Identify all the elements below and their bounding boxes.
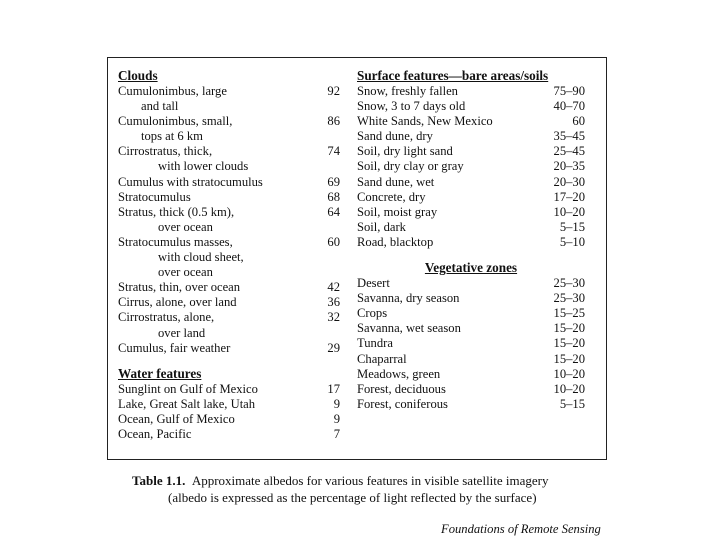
albedo-value: 25–30 (553, 276, 585, 291)
feature-name: Soil, dry light sand (357, 144, 453, 159)
feature-name: Soil, dark (357, 219, 406, 234)
surface-row (357, 205, 585, 220)
albedo-value: 10–20 (553, 366, 585, 381)
albedo-value: 5–15 (559, 396, 585, 411)
feature-name: tops at 6 km (141, 129, 203, 144)
vegetative-row (357, 352, 585, 367)
left-column (118, 67, 340, 442)
albedo-value: 15–20 (553, 351, 585, 366)
albedo-value: 9 (333, 411, 340, 426)
feature-name: Stratocumulus masses, (118, 234, 233, 249)
surface-row (357, 129, 585, 144)
surface-row (357, 99, 585, 114)
clouds-row (118, 190, 340, 205)
clouds-row (118, 341, 340, 356)
feature-name: Meadows, green (357, 366, 441, 381)
surface-features-heading: Surface features—bare areas/soils (357, 68, 549, 83)
feature-name: Tundra (357, 336, 393, 351)
albedo-value: 32 (327, 310, 340, 325)
feature-name: Savanna, dry season (357, 291, 460, 306)
feature-name: Soil, moist gray (357, 204, 438, 219)
surface-row (357, 190, 585, 205)
vegetative-row (357, 382, 585, 397)
water-row (118, 382, 340, 397)
right-column (357, 67, 585, 412)
caption-label: Table 1.1. (132, 473, 186, 488)
albedo-value: 15–20 (553, 321, 585, 336)
albedo-value: 20–35 (553, 159, 585, 174)
feature-name: and tall (141, 99, 179, 114)
clouds-row (118, 84, 340, 99)
albedo-value: 9 (333, 396, 340, 411)
feature-name: Stratus, thin, over ocean (118, 280, 241, 295)
clouds-row (118, 326, 340, 341)
albedo-value: 74 (327, 144, 340, 159)
feature-name: Ocean, Gulf of Mexico (118, 411, 235, 426)
albedo-value: 64 (327, 204, 340, 219)
clouds-row (118, 129, 340, 144)
feature-name: Cumulonimbus, small, (118, 114, 233, 129)
feature-name: over ocean (158, 265, 213, 280)
surface-row (357, 144, 585, 159)
albedo-value: 75–90 (553, 84, 585, 98)
albedo-value: 69 (327, 174, 340, 189)
feature-name: Cirrus, alone, over land (118, 295, 237, 310)
feature-name: Sand dune, wet (357, 174, 435, 189)
albedo-value: 17 (327, 381, 340, 396)
albedo-value: 60 (327, 234, 340, 249)
water-row (118, 427, 340, 442)
feature-name: Cirrostratus, alone, (118, 310, 215, 325)
clouds-row (118, 99, 340, 114)
water-rows (118, 382, 340, 442)
feature-name: Forest, coniferous (357, 396, 448, 411)
feature-name: Cumulus with stratocumulus (118, 174, 263, 189)
feature-name: Snow, freshly fallen (357, 84, 458, 98)
vegetative-rows (357, 276, 585, 412)
albedo-value: 15–20 (553, 336, 585, 351)
surface-row (357, 114, 585, 129)
feature-name: with cloud sheet, (158, 250, 244, 265)
feature-name: Soil, dry clay or gray (357, 159, 464, 174)
feature-name: Forest, deciduous (357, 381, 446, 396)
feature-name: over ocean (158, 219, 213, 234)
clouds-rows (118, 84, 340, 356)
caption-line-2: (albedo is expressed as the percentage of light reflected by the surface) (168, 490, 537, 505)
surface-row (357, 159, 585, 174)
vegetative-row (357, 397, 585, 412)
albedo-value: 20–30 (553, 174, 585, 189)
caption-line-1: Approximate albedos for various features in visible satellite imagery (191, 473, 549, 488)
clouds-row (118, 310, 340, 325)
clouds-heading: Clouds (118, 68, 158, 83)
clouds-row (118, 295, 340, 310)
albedo-value: 5–10 (559, 234, 585, 249)
clouds-row (118, 280, 340, 295)
albedo-value: 35–45 (553, 129, 585, 144)
feature-name: White Sands, New Mexico (357, 114, 493, 129)
table-caption (132, 472, 549, 506)
vegetative-row (357, 276, 585, 291)
albedo-value: 5–15 (559, 219, 585, 234)
clouds-row (118, 159, 340, 174)
vegetative-row (357, 321, 585, 336)
vegetative-row (357, 367, 585, 382)
feature-name: over land (158, 325, 206, 340)
feature-name: Concrete, dry (357, 189, 426, 204)
source-credit: Foundations of Remote Sensing (441, 522, 601, 536)
feature-name: Savanna, wet season (357, 321, 461, 336)
albedo-value: 60 (572, 114, 585, 129)
feature-name: Road, blacktop (357, 234, 434, 249)
clouds-row (118, 235, 340, 250)
albedo-value: 86 (327, 114, 340, 129)
albedo-value: 29 (327, 340, 340, 355)
albedo-value: 68 (327, 189, 340, 204)
albedo-value: 10–20 (553, 204, 585, 219)
surface-row (357, 175, 585, 190)
clouds-row (118, 144, 340, 159)
clouds-row (118, 220, 340, 235)
feature-name: Cirrostratus, thick, (118, 144, 213, 159)
feature-name: Desert (357, 276, 390, 291)
feature-name: Snow, 3 to 7 days old (357, 99, 466, 114)
surface-row (357, 84, 585, 99)
albedo-value: 25–30 (553, 291, 585, 306)
feature-name: Sand dune, dry (357, 129, 433, 144)
water-features-heading: Water features (118, 365, 202, 381)
clouds-row (118, 265, 340, 280)
feature-name: Lake, Great Salt lake, Utah (118, 396, 256, 411)
feature-name: Cumulus, fair weather (118, 340, 231, 355)
clouds-row (118, 175, 340, 190)
vegetative-row (357, 306, 585, 321)
feature-name: Stratus, thick (0.5 km), (118, 204, 235, 219)
water-row (118, 397, 340, 412)
albedo-value: 92 (327, 84, 340, 98)
albedo-value: 15–25 (553, 306, 585, 321)
vegetative-row (357, 336, 585, 351)
vegetative-zones-heading: Vegetative zones (424, 260, 518, 276)
surface-row (357, 235, 585, 250)
feature-name: Crops (357, 306, 388, 321)
albedo-value: 42 (327, 280, 340, 295)
surface-row (357, 220, 585, 235)
albedo-value: 17–20 (553, 189, 585, 204)
albedo-value: 7 (333, 426, 340, 441)
feature-name: Ocean, Pacific (118, 426, 192, 441)
clouds-row (118, 114, 340, 129)
feature-name: Chaparral (357, 351, 407, 366)
albedo-value: 40–70 (553, 99, 585, 114)
surface-rows (357, 84, 585, 250)
feature-name: Sunglint on Gulf of Mexico (118, 381, 258, 396)
albedo-value: 25–45 (553, 144, 585, 159)
feature-name: with lower clouds (158, 159, 249, 174)
clouds-row (118, 250, 340, 265)
albedo-value: 10–20 (553, 381, 585, 396)
vegetative-row (357, 291, 585, 306)
clouds-row (118, 205, 340, 220)
feature-name: Cumulonimbus, large (118, 84, 227, 98)
water-row (118, 412, 340, 427)
albedo-value: 36 (327, 295, 340, 310)
feature-name: Stratocumulus (118, 189, 191, 204)
